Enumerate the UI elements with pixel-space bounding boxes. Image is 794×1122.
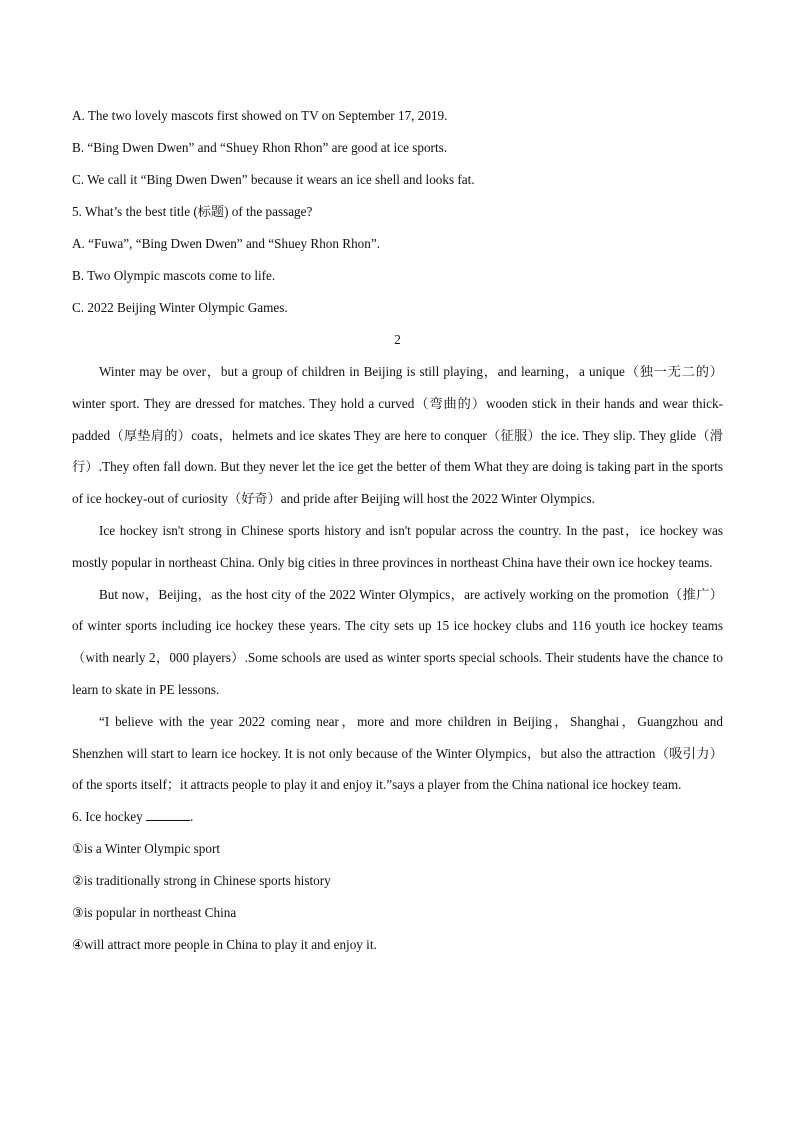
section-number: 2 [394,332,401,347]
passage-paragraph-text: Ice hockey isn't strong in Chinese sports history and isn't popular across the country. In the past，ice hockey was mostly popular in northeast China. Only big cities in three provinces in northeast China have their own ice hockey teams. [72,522,723,570]
q5-question: 5. What’s the best title (标题) of the passage? [72,204,313,219]
q5-option-b: B. Two Olympic mascots come to life. [72,268,276,283]
question-6 [72,801,723,961]
q6-option-4: ④will attract more people in China to play it and enjoy it. [72,937,377,953]
q6-stem [72,801,723,833]
passage-paragraph [72,706,723,801]
q6-stem-prefix: 6. Ice hockey [72,809,146,825]
question-4-options [72,100,723,196]
q6-stem-suffix: . [189,809,194,825]
q5-option-c: C. 2022 Beijing Winter Olympic Games. [72,300,288,315]
passage-paragraph-text: “I believe with the year 2022 coming near，more and more children in Beijing，Shanghai，Guangzhou and Shenzhen will start to learn ice hockey. It is not only because of the Winter Olympics，but also the attraction（吸引力）of the sports itself；it attracts people to play it and enjoy it.”says a player from the China national ice hockey team. [72,713,723,793]
passage-paragraph [72,579,723,706]
document-page [72,100,723,961]
q4-option-a: A. The two lovely mascots first showed on TV on September 17, 2019. [72,108,448,123]
q4-option-b: B. “Bing Dwen Dwen” and “Shuey Rhon Rhon” are good at ice sports. [72,140,448,155]
passage-paragraph-text: Winter may be over，but a group of children in Beijing is still playing，and learning，a unique（独一无二的）winter sport. They are dressed for matches. They hold a curved（弯曲的）wooden stick in their hands and wear thick-padded（厚垫肩的）coats，helmets and ice skates They are here to conquer（征服）the ice. They slip. They glide（滑行）.They often fall down. But they never let the ice get the better of them What they are doing is taking part in the sports of ice hockey-out of curiosity（好奇）and pride after Beijing will host the 2022 Winter Olympics. [72,364,723,507]
q5-option-a: A. “Fuwa”, “Bing Dwen Dwen” and “Shuey Rhon Rhon”. [72,236,381,251]
q6-option-3: ③is popular in northeast China [72,905,237,921]
passage-paragraph [72,356,723,515]
question-5 [72,196,723,324]
passage-paragraph-text: But now，Beijing，as the host city of the 2022 Winter Olympics，are actively working on the promotion（推广）of winter sports including ice hockey these years. The city sets up 15 ice hockey clubs and 116 youth ice hockey teams（with nearly 2，000 players）.Some schools are used as winter sports special schools. Their students have the chance to learn to skate in PE lessons. [72,586,723,697]
q6-option-2: ②is traditionally strong in Chinese sports history [72,873,331,889]
q6-option-1: ①is a Winter Olympic sport [72,841,221,857]
reading-passage [72,356,723,801]
passage-paragraph [72,515,723,579]
q4-option-c: C. We call it “Bing Dwen Dwen” because it wears an ice shell and looks fat. [72,172,475,187]
answer-blank [146,810,190,821]
